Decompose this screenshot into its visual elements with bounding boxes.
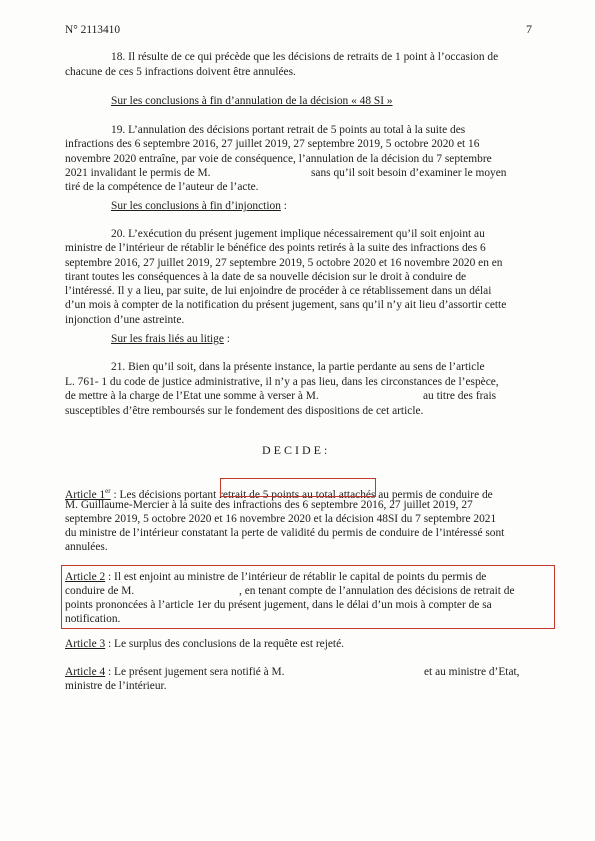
article1-label-text: Article 1 (65, 488, 106, 501)
para21-line3b: au titre des frais (423, 390, 497, 402)
article2-line2a: conduire de M. (65, 585, 135, 597)
heading-frais-text: Sur les frais liés au litige (111, 333, 224, 345)
heading-frais-colon: : (223, 333, 230, 345)
article2-line3: points prononcées à l’article 1er du présent jugement, dans le délai d’un mois à compter de sa (65, 599, 492, 611)
article4-line1a (65, 665, 285, 679)
article3-line (65, 637, 344, 651)
article4-text: : Le présent jugement sera notifié à M. (105, 666, 285, 678)
highlight-box-retrait (220, 478, 376, 497)
article1-line4: du ministre de l’intérieur constatant la perte de validité du permis de conduire de l’intéressé sont (65, 527, 505, 539)
heading-injonction (111, 199, 287, 213)
para20-line2: ministre de l’intérieur de rétablir le bénéfice des points retirés à la suite des infractions des 6 (65, 242, 486, 254)
highlight-box-article2 (61, 565, 555, 629)
para18-line2: chacune de ces 5 infractions doivent être annulées. (65, 66, 296, 78)
article4-line1b: et au ministre d’Etat, (424, 666, 520, 678)
para19-line3: novembre 2020 entraîne, par voie de conséquence, l’annulation de la décision du 7 septembre (65, 153, 492, 165)
para21-line2: L. 761- 1 du code de justice administrative, il n’y a pas lieu, dans les circonstances de l’espèce, (65, 376, 499, 388)
para19-line4a: 2021 invalidant le permis de M. (65, 167, 211, 179)
article2-line4: notification. (65, 613, 121, 625)
article3-text: : Le surplus des conclusions de la requête est rejeté. (105, 638, 344, 650)
article1-line2: M. Guillaume-Mercier à la suite des infractions des 6 septembre 2016, 27 juillet 2019, 27 (65, 499, 473, 511)
para20-line4: tirant toutes les conséquences à la date de sa nouvelle décision sur le droit à conduire de (65, 271, 467, 283)
case-number: N° 2113410 (65, 24, 121, 36)
decide-heading: DECIDE: (262, 443, 331, 457)
para20-line3: septembre 2016, 27 juillet 2019, 27 septembre 2019, 5 octobre 2020 et 16 novembre 2020 en en (65, 257, 503, 269)
article1-line1-text: : Les décisions portant retrait de 5 points au total attachés au permis de conduire de (110, 488, 493, 501)
para21-line3a: de mettre à la charge de l’Etat une somme à verser à M. (65, 390, 319, 402)
para19-line2: infractions des 6 septembre 2016, 27 juillet 2019, 27 septembre 2019, 5 octobre 2020 et 16 (65, 138, 480, 150)
para21-line4: susceptibles d’être remboursés sur le fondement des dispositions de cet article. (65, 405, 424, 417)
heading-48si: Sur les conclusions à fin d’annulation de la décision « 48 SI » (111, 95, 393, 107)
para20-line7: injonction d’une astreinte. (65, 314, 185, 326)
para19-line5: tiré de la compétence de l’auteur de l’acte. (65, 181, 259, 193)
article2-line2b: , en tenant compte de l’annulation des décisions de retrait de (239, 585, 515, 597)
article4-line2: ministre de l’intérieur. (65, 680, 167, 692)
para20-line6: d’un mois à compter de la notification du présent jugement, sans qu’il n’y ait lieu d’assortir cette (65, 299, 507, 311)
page-number: 7 (526, 22, 532, 36)
article1-line5: annulées. (65, 541, 108, 553)
article2-label: Article 2 (65, 571, 106, 583)
heading-injonction-text: Sur les conclusions à fin d’injonction (111, 200, 281, 212)
para20-line1: 20. L’exécution du présent jugement implique nécessairement qu’il soit enjoint au (111, 228, 485, 240)
para19-line4b: sans qu’il soit besoin d’examiner le moyen (311, 167, 507, 179)
para18-line1: 18. Il résulte de ce qui précède que les décisions de retraits de 1 point à l’occasion de (111, 51, 499, 63)
para20-line5: l’intéressé. Il y a lieu, par suite, de lui enjoindre de procéder à ce rétablissement dans un délai (65, 285, 492, 297)
para21-line1: 21. Bien qu’il soit, dans la présente instance, la partie perdante au sens de l’article (111, 361, 485, 373)
heading-frais (111, 332, 230, 346)
heading-injonction-colon: : (280, 200, 287, 212)
article4-label: Article 4 (65, 666, 106, 678)
article1-line3: septembre 2019, 5 octobre 2020 et 16 novembre 2020 et la décision 48SI du 7 septembre 2021 (65, 513, 497, 525)
article3-label: Article 3 (65, 638, 106, 650)
article2-line1-text: : Il est enjoint au ministre de l’intérieur de rétablir le capital de points du permis de (105, 571, 487, 583)
article1-label-sup: er (105, 487, 111, 495)
para19-line1: 19. L’annulation des décisions portant retrait de 5 points au total à la suite des (111, 124, 466, 136)
